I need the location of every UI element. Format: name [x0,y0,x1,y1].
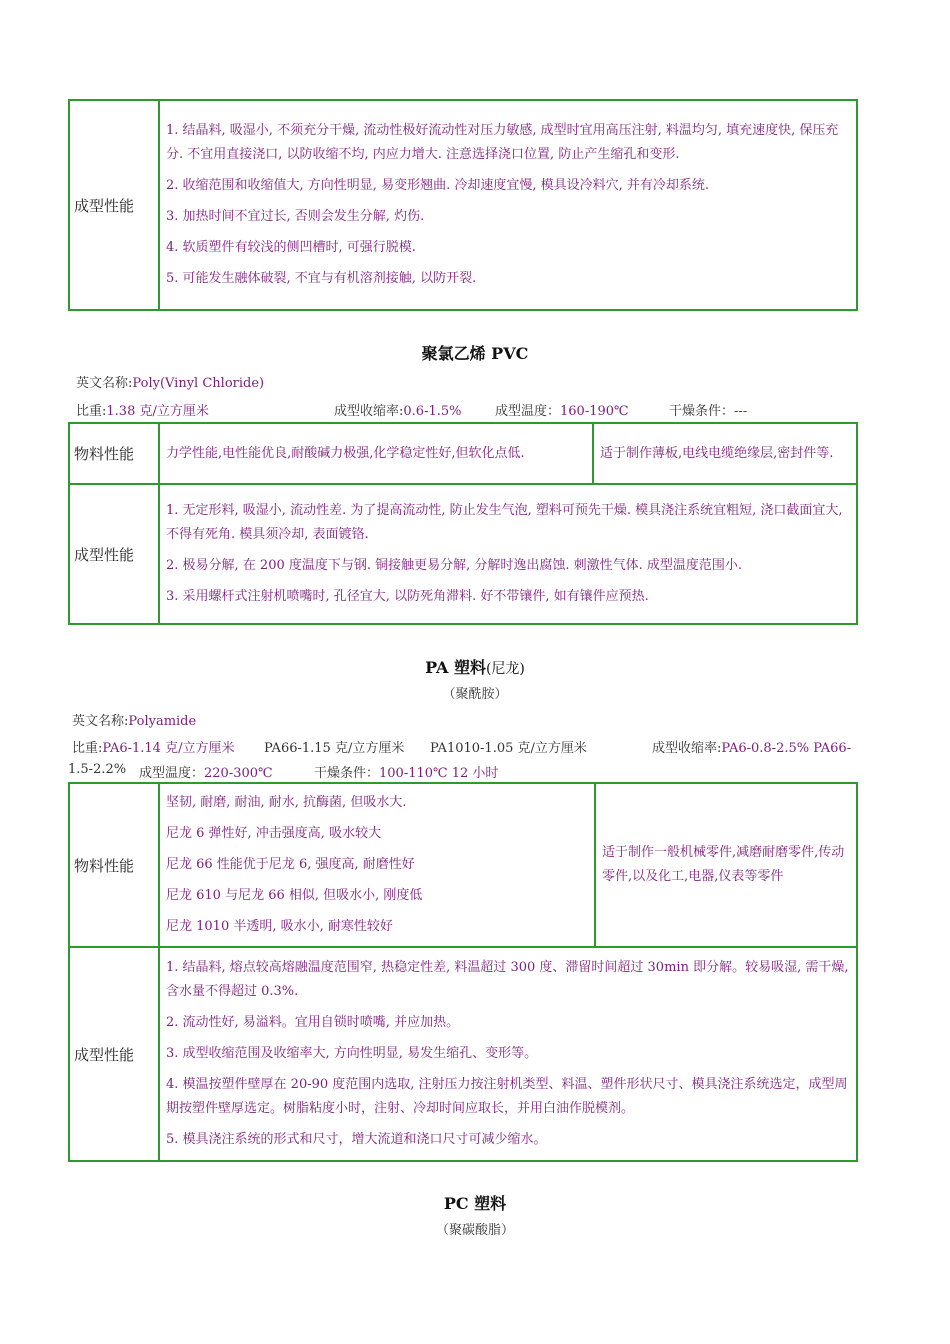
pvc-temp [495,400,629,419]
pvc-temp-value: 160-190℃ [560,404,629,419]
top-molding-table [68,99,858,311]
pvc-density-label: 比重: [76,404,107,419]
pvc-molding-item: 2. 极易分解, 在 200 度温度下与钢. 铜接触更易分解, 分解时逸出腐蚀. 刺激性气体. 成型温度范围小. [166,558,743,573]
pa-temp-label: 成型温度： [139,766,205,781]
pa-density-3: PA1010-1.05 克/立方厘米 [430,741,587,756]
pc-title: PC 塑料 [443,1194,507,1213]
pa-molding-item: 5. 模具浇注系统的形式和尺寸，增大流道和浇口尺寸可减少缩水。 [166,1132,547,1147]
pa-material-content [159,783,595,947]
pa-english-label: 英文名称: [72,714,129,729]
pvc-shrink-value: 0.6-1.5% [403,404,462,419]
pvc-dry [669,400,747,419]
pa-molding-item: 1. 结晶料, 熔点较高熔融温度范围窄, 热稳定性差, 料温超过 300 度、滞留时间超过 30min 即分解。较易吸湿, 需干燥, 含水量不得超过 0.3%. [166,960,849,999]
pvc-shrink [334,400,461,419]
molding-content [159,100,857,310]
pvc-molding-content [159,484,857,624]
pvc-molding-label: 成型性能 [69,484,159,624]
pa-molding-content [159,947,857,1161]
pvc-material-use [593,423,857,484]
pvc-dry-label: 干燥条件： [669,404,735,419]
molding-item: 4. 软质塑件有较浅的侧凹槽时, 可强行脱模. [166,240,416,255]
pa-dry-label: 干燥条件： [314,766,380,781]
pa-material-label: 物料性能 [69,783,159,947]
pa-molding-item: 2. 流动性好, 易溢料。宜用自锁时喷嘴, 并应加热。 [166,1015,460,1030]
pvc-material-label: 物料性能 [69,423,159,484]
pa-molding-item: 4. 模温按塑件壁厚在 20-90 度范围内选取, 注射压力按注射机类型、料温、塑件形状尺寸、模具浇注系统选定，成型周期按塑件壁厚选定。树脂粘度小时，注射、冷却时间应取长，并用白油作脱模剂。 [166,1077,848,1116]
pa-title-main: PA 塑料 [425,658,486,677]
pa-material-use-text: 适于制作一般机械零件,减磨耐磨零件,传动零件,以及化工,电器,仪表等零件 [602,845,845,884]
pa-english-value: Polyamide [128,714,197,729]
pa-material-use [595,783,857,947]
pvc-material-content [159,423,593,484]
pvc-english-value: Poly(Vinyl Chloride) [132,376,265,391]
pvc-temp-label: 成型温度： [495,404,561,419]
pa-title [0,655,950,678]
pa-english-name [72,710,196,729]
pa-dry [314,762,498,781]
pvc-molding-item: 3. 采用螺杆式注射机喷嘴时, 孔径宜大, 以防死角滞料. 好不带镶件, 如有镶件应预热. [166,589,649,604]
molding-item: 1. 结晶料, 吸湿小, 不须充分干燥, 流动性极好流动性对压力敏感, 成型时宜用高压注射, 料温均匀, 填充速度快, 保压充分. 不宜用直接浇口, 以防收缩不均, 内应力增大. 注意选择浇口位置, 防止产生缩孔和变形. [166,123,839,162]
pa-material-item: 尼龙 6 弹性好, 冲击强度高, 吸水较大 [166,826,382,841]
pa-molding-label: 成型性能 [69,947,159,1161]
pa-density-label: 比重: [72,741,103,756]
molding-item: 3. 加热时间不宜过长, 否则会发生分解, 灼伤. [166,209,425,224]
pvc-table [68,422,858,625]
pa-density-2: PA66-1.15 克/立方厘米 [264,741,405,756]
pa-shrink-label: 成型收缩率: [652,741,722,756]
pa-material-item: 尼龙 66 性能优于尼龙 6, 强度高, 耐磨性好 [166,857,415,872]
pvc-english-label: 英文名称: [76,376,133,391]
pa-molding-item: 3. 成型收缩范围及收缩率大, 方向性明显, 易发生缩孔、变形等。 [166,1046,538,1061]
pa-shrink-value-b: 1.5-2.2% [68,762,127,777]
pa-density-1: PA6-1.14 克/立方厘米 [102,741,235,756]
pa-material-item: 坚韧, 耐磨, 耐油, 耐水, 抗酶菌, 但吸水大. [166,795,407,810]
pa-material-item: 尼龙 1010 半透明, 吸水小, 耐寒性较好 [166,919,393,934]
pvc-molding-item: 1. 无定形料, 吸湿小, 流动性差. 为了提高流动性, 防止发生气泡, 塑料可预先干燥. 模具浇注系统宜粗短, 浇口截面宜大, 不得有死角. 模具须冷却, 表面镀铬. [166,503,843,542]
pvc-shrink-label: 成型收缩率: [334,404,404,419]
molding-item: 5. 可能发生融体破裂, 不宜与有机溶剂接触, 以防开裂. [166,271,477,286]
pvc-density [76,400,209,419]
pvc-english-name [76,372,264,391]
pvc-dry-value: --- [734,404,748,419]
pa-title-suffix: (尼龙) [485,661,525,677]
pa-material-item: 尼龙 610 与尼龙 66 相似, 但吸水小, 刚度低 [166,888,423,903]
pa-temp [139,762,273,781]
pc-subtitle: （聚碳酸脂） [435,1223,514,1238]
molding-item: 2. 收缩范围和收缩值大, 方向性明显, 易变形翘曲. 冷却速度宜慢, 模具设冷料穴, 并有冷却系统. [166,178,709,193]
pa-subtitle: （聚酰胺） [442,687,508,702]
pa-shrink [652,737,851,756]
pa-dry-value: 100-110℃ 12 小时 [379,766,499,781]
pa-table [68,782,858,1162]
pvc-density-value: 1.38 克/立方厘米 [106,404,209,419]
pvc-title: 聚氯乙烯 PVC [421,344,529,363]
pa-density [72,737,234,756]
pvc-material-text: 力学性能,电性能优良,耐酸碱力极强,化学稳定性好,但软化点低. [166,445,525,461]
molding-label: 成型性能 [69,100,159,310]
pvc-material-use-text: 适于制作薄板,电线电缆绝缘层,密封件等. [600,445,834,461]
pa-temp-value: 220-300℃ [204,766,273,781]
pa-shrink-value-a: PA6-0.8-2.5% PA66- [721,741,852,756]
